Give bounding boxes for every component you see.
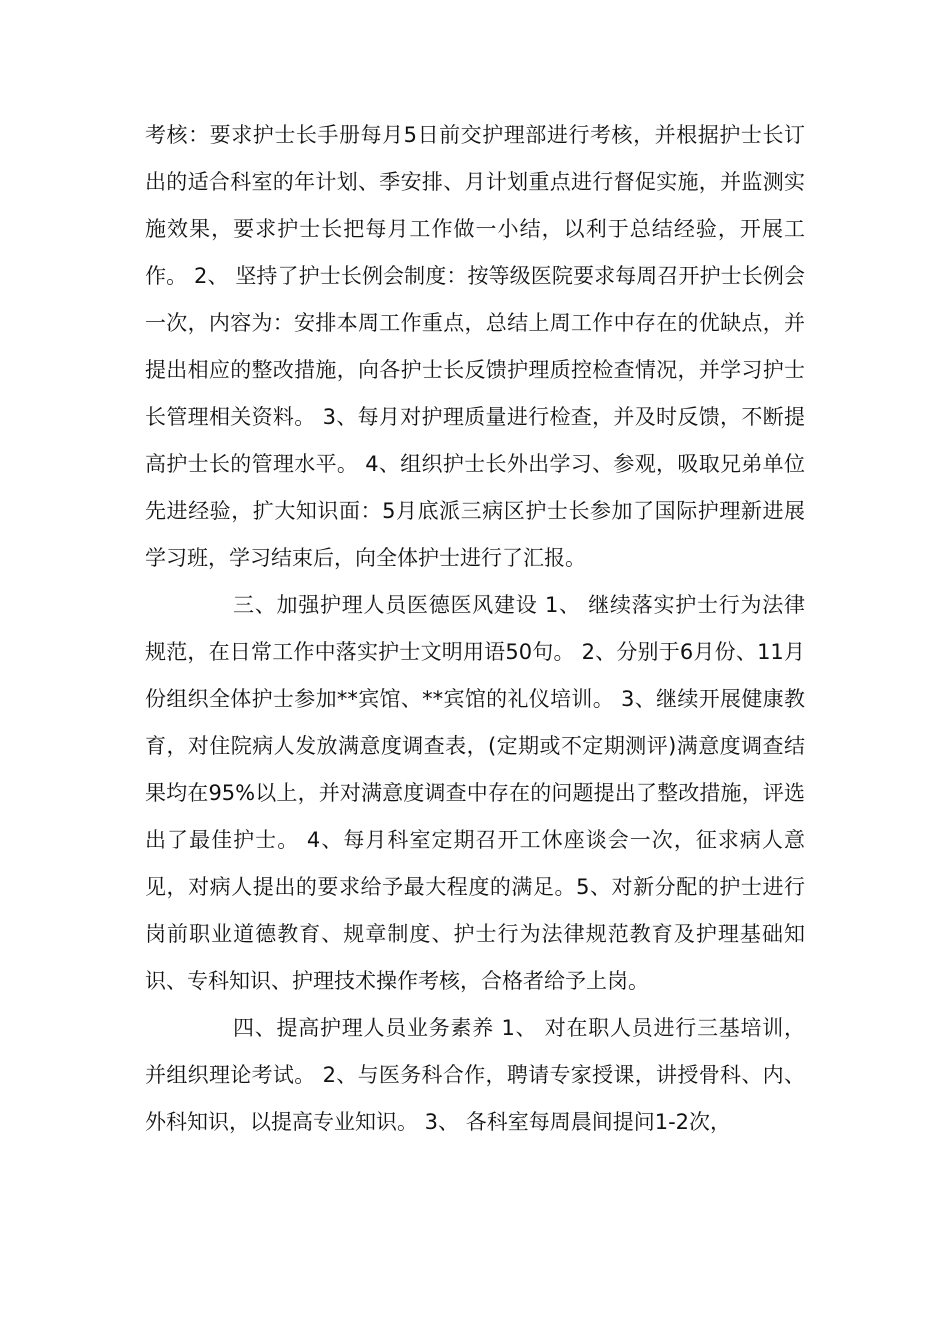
paragraph-professional-training: 四、提高护理人员业务素养 1、 对在职人员进行三基培训，并组织理论考试。 2、与医务科合作，聘请专家授课，讲授骨科、内、外科知识，以提高专业知识。 3、 各科室每周晨间提问1-2次， <box>145 1016 805 1134</box>
paragraph-medical-ethics: 三、加强护理人员医德医风建设 1、 继续落实护士行为法律规范，在日常工作中落实护士文明用语50句。 2、分别于6月份、11月份组织全体护士参加**宾馆、**宾馆的礼仪培训。 3、继续开展健康教育，对住院病人发放满意度调查表，(定期或不定期测评)满意度调查结果均在95%以上，并对满意度调查中存在的问题提出了整改措施，评选出了最佳护士。 4、每月科室定期召开工休座谈会一次，征求病人意见，对病人提出的要求给予最大程度的满足。5、对新分配的护士进行岗前职业道德教育、规章制度、护士行为法律规范教育及护理基础知识、专科知识、护理技术操作考核，合格者给予上岗。 <box>145 593 805 993</box>
paragraph-head-nurse-management: 考核：要求护士长手册每月5日前交护理部进行考核，并根据护士长订出的适合科室的年计划、季安排、月计划重点进行督促实施，并监测实施效果，要求护士长把每月工作做一小结，以利于总结经验，开展工作。 2、 坚持了护士长例会制度：按等级医院要求每周召开护士长例会一次，内容为：安排本周工作重点，总结上周工作中存在的优缺点，并提出相应的整改措施，向各护士长反馈护理质控检查情况，并学习护士长管理相关资料。 3、每月对护理质量进行检查，并及时反馈，不断提高护士长的管理水平。 4、组织护士长外出学习、参观，吸取兄弟单位先进经验，扩大知识面：5月底派三病区护士长参加了国际护理新进展学习班，学习结束后，向全体护士进行了汇报。 <box>145 123 805 570</box>
document-body <box>145 112 805 1146</box>
